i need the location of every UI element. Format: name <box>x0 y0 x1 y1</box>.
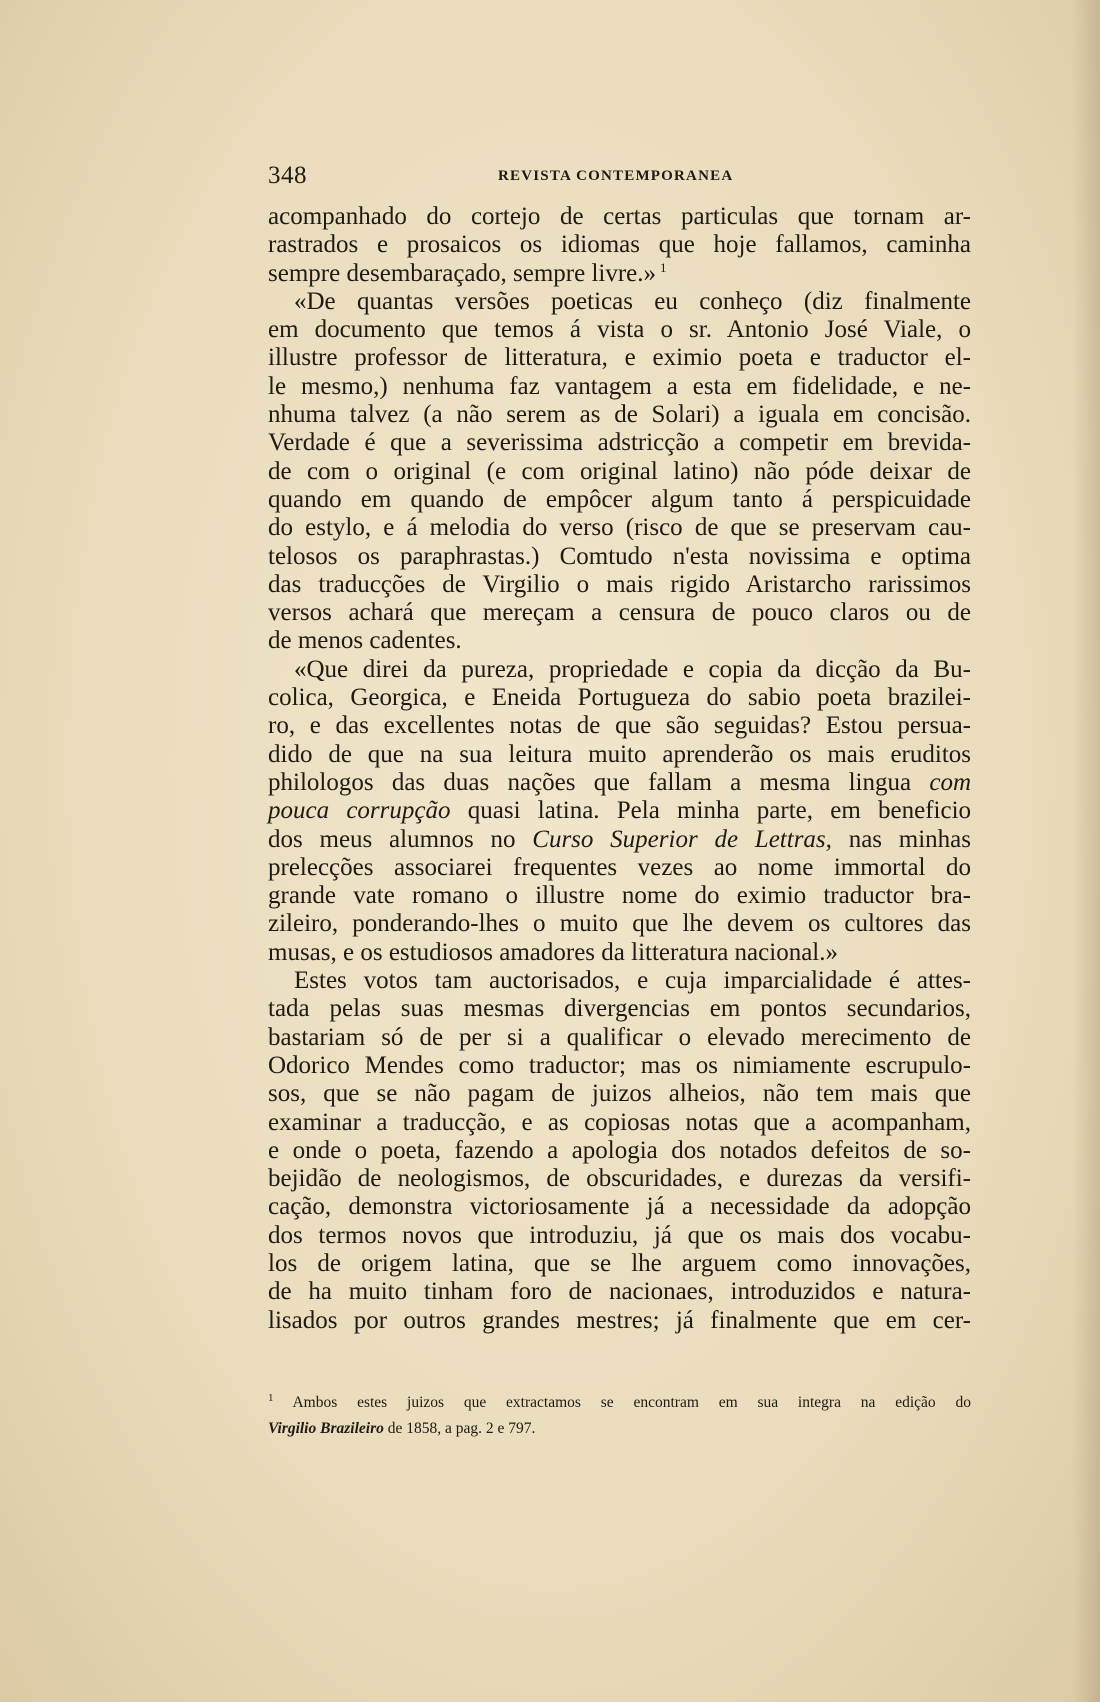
text-line: los de origem latina, que se lhe arguem como innovações, <box>268 1249 971 1277</box>
text-line: «Que direi da pureza, propriedade e copia da dicção da Bu- <box>294 655 971 683</box>
text-line: dos termos novos que introduziu, já que os mais dos vocabu- <box>268 1221 971 1249</box>
text-line: bastariam só de per si a qualificar o elevado merecimento de <box>268 1023 971 1051</box>
text-line: le mesmo,) nenhuma faz vantagem a esta em fidelidade, e ne- <box>268 372 971 400</box>
text-line: illustre professor de litteratura, e eximio poeta e traductor el- <box>268 344 971 372</box>
footnote-reference: 1 <box>660 259 667 275</box>
text-line: de com o original (e com original latino) não póde deixar de <box>268 457 971 485</box>
text-line: tada pelas suas mesmas divergencias em pontos secundarios, <box>268 995 971 1023</box>
body-text <box>268 203 971 1335</box>
page-edge-shadow <box>1072 0 1100 1702</box>
footnote-line <box>268 1416 971 1442</box>
text-line: colica, Georgica, e Eneida Portugueza do sabio poeta brazilei- <box>268 684 971 712</box>
text-line: ro, e das excellentes notas de que são seguidas? Estou persua- <box>268 712 971 740</box>
text-line: quando em quando de empôcer algum tanto á perspicuidade <box>268 485 971 513</box>
text-line: Odorico Mendes como traductor; mas os nimiamente escrupulo- <box>268 1051 971 1079</box>
text-line: «De quantas versões poeticas eu conheço (diz finalmente <box>294 287 971 315</box>
text-line: examinar a traducção, e as copiosas notas que a acompanham, <box>268 1108 971 1136</box>
text-line: grande vate romano o illustre nome do eximio traductor bra- <box>268 882 971 910</box>
text-line: em documento que temos á vista o sr. Antonio José Viale, o <box>268 316 971 344</box>
text-line: nhuma talvez (a não serem as de Solari) a iguala em concisão. <box>268 401 971 429</box>
text-line: de ha muito tinham foro de nacionaes, introduzidos e natura- <box>268 1278 971 1306</box>
text-line-content: dos meus alumnos no <box>268 825 516 853</box>
text-line: prelecções associarei frequentes vezes ao nome immortal do <box>268 853 971 881</box>
footnote-line <box>268 1390 971 1416</box>
italic-phrase: Curso Superior de Lettras, <box>532 825 832 853</box>
footnote <box>268 1390 971 1442</box>
text-line: acompanhado do cortejo de certas particulas que tornam ar- <box>268 203 971 230</box>
text-line-content: nas minhas <box>848 825 971 853</box>
text-line: zileiro, ponderando-lhes o muito que lhe devem os cultores das <box>268 910 971 938</box>
text-line: sos, que se não pagam de juizos alheios, não tem mais que <box>268 1080 971 1108</box>
italic-phrase: pouca corrupção <box>268 797 451 825</box>
text-line: telosos os paraphrastas.) Comtudo n'esta novissima e optima <box>268 542 971 570</box>
text-line-content: sempre desembaraçado, sempre livre.» <box>268 259 657 287</box>
text-line-content: philologos das duas nações que fallam a mesma lingua <box>268 768 912 796</box>
text-line: bejidão de neologismos, de obscuridades, e durezas da versifi- <box>268 1165 971 1193</box>
footnote-text: Ambos estes juizos que extractamos se encontram em sua integra na edição do <box>292 1394 971 1411</box>
footnote-mark: 1 <box>268 1392 274 1404</box>
text-line: lisados por outros grandes mestres; já finalmente que em cer- <box>268 1306 971 1334</box>
text-line: de menos cadentes. <box>268 627 462 655</box>
text-line: Verdade é que a severissima adstricção a competir em brevida- <box>268 429 971 457</box>
text-line: dido de que na sua leitura muito aprenderão os mais eruditos <box>268 740 971 768</box>
text-line: Estes votos tam auctorisados, e cuja imparcialidade é attes- <box>294 967 971 995</box>
text-line <box>268 826 971 854</box>
text-line: cação, demonstra victoriosamente já a necessidade da adopção <box>268 1193 971 1221</box>
text-line: das traducções de Virgilio o mais rigido Aristarcho rarissimos <box>268 570 971 598</box>
running-head: REVISTA CONTEMPORANEA <box>498 168 734 184</box>
italic-phrase: com <box>929 768 971 796</box>
text-line <box>268 797 971 825</box>
text-line: musas, e os estudiosos amadores da litteratura nacional.» <box>268 938 838 966</box>
footnote-italic-title: Virgilio Brazileiro <box>268 1420 384 1437</box>
text-line: e onde o poeta, fazendo a apologia dos notados defeitos de so- <box>268 1136 971 1164</box>
page-number: 348 <box>268 162 307 189</box>
text-line: do estylo, e á melodia do verso (risco de que se preservam cau- <box>268 514 971 542</box>
text-line-content: quasi latina. Pela minha parte, em beneficio <box>467 797 972 825</box>
footnote-text: de 1858, a pag. 2 e 797. <box>387 1420 536 1437</box>
text-line <box>268 769 971 797</box>
page-header <box>268 162 968 192</box>
text-line: versos achará que mereçam a censura de pouco claros ou de <box>268 599 971 627</box>
text-line <box>268 260 971 288</box>
text-line: rastrados e prosaicos os idiomas que hoje fallamos, caminha <box>268 231 971 259</box>
